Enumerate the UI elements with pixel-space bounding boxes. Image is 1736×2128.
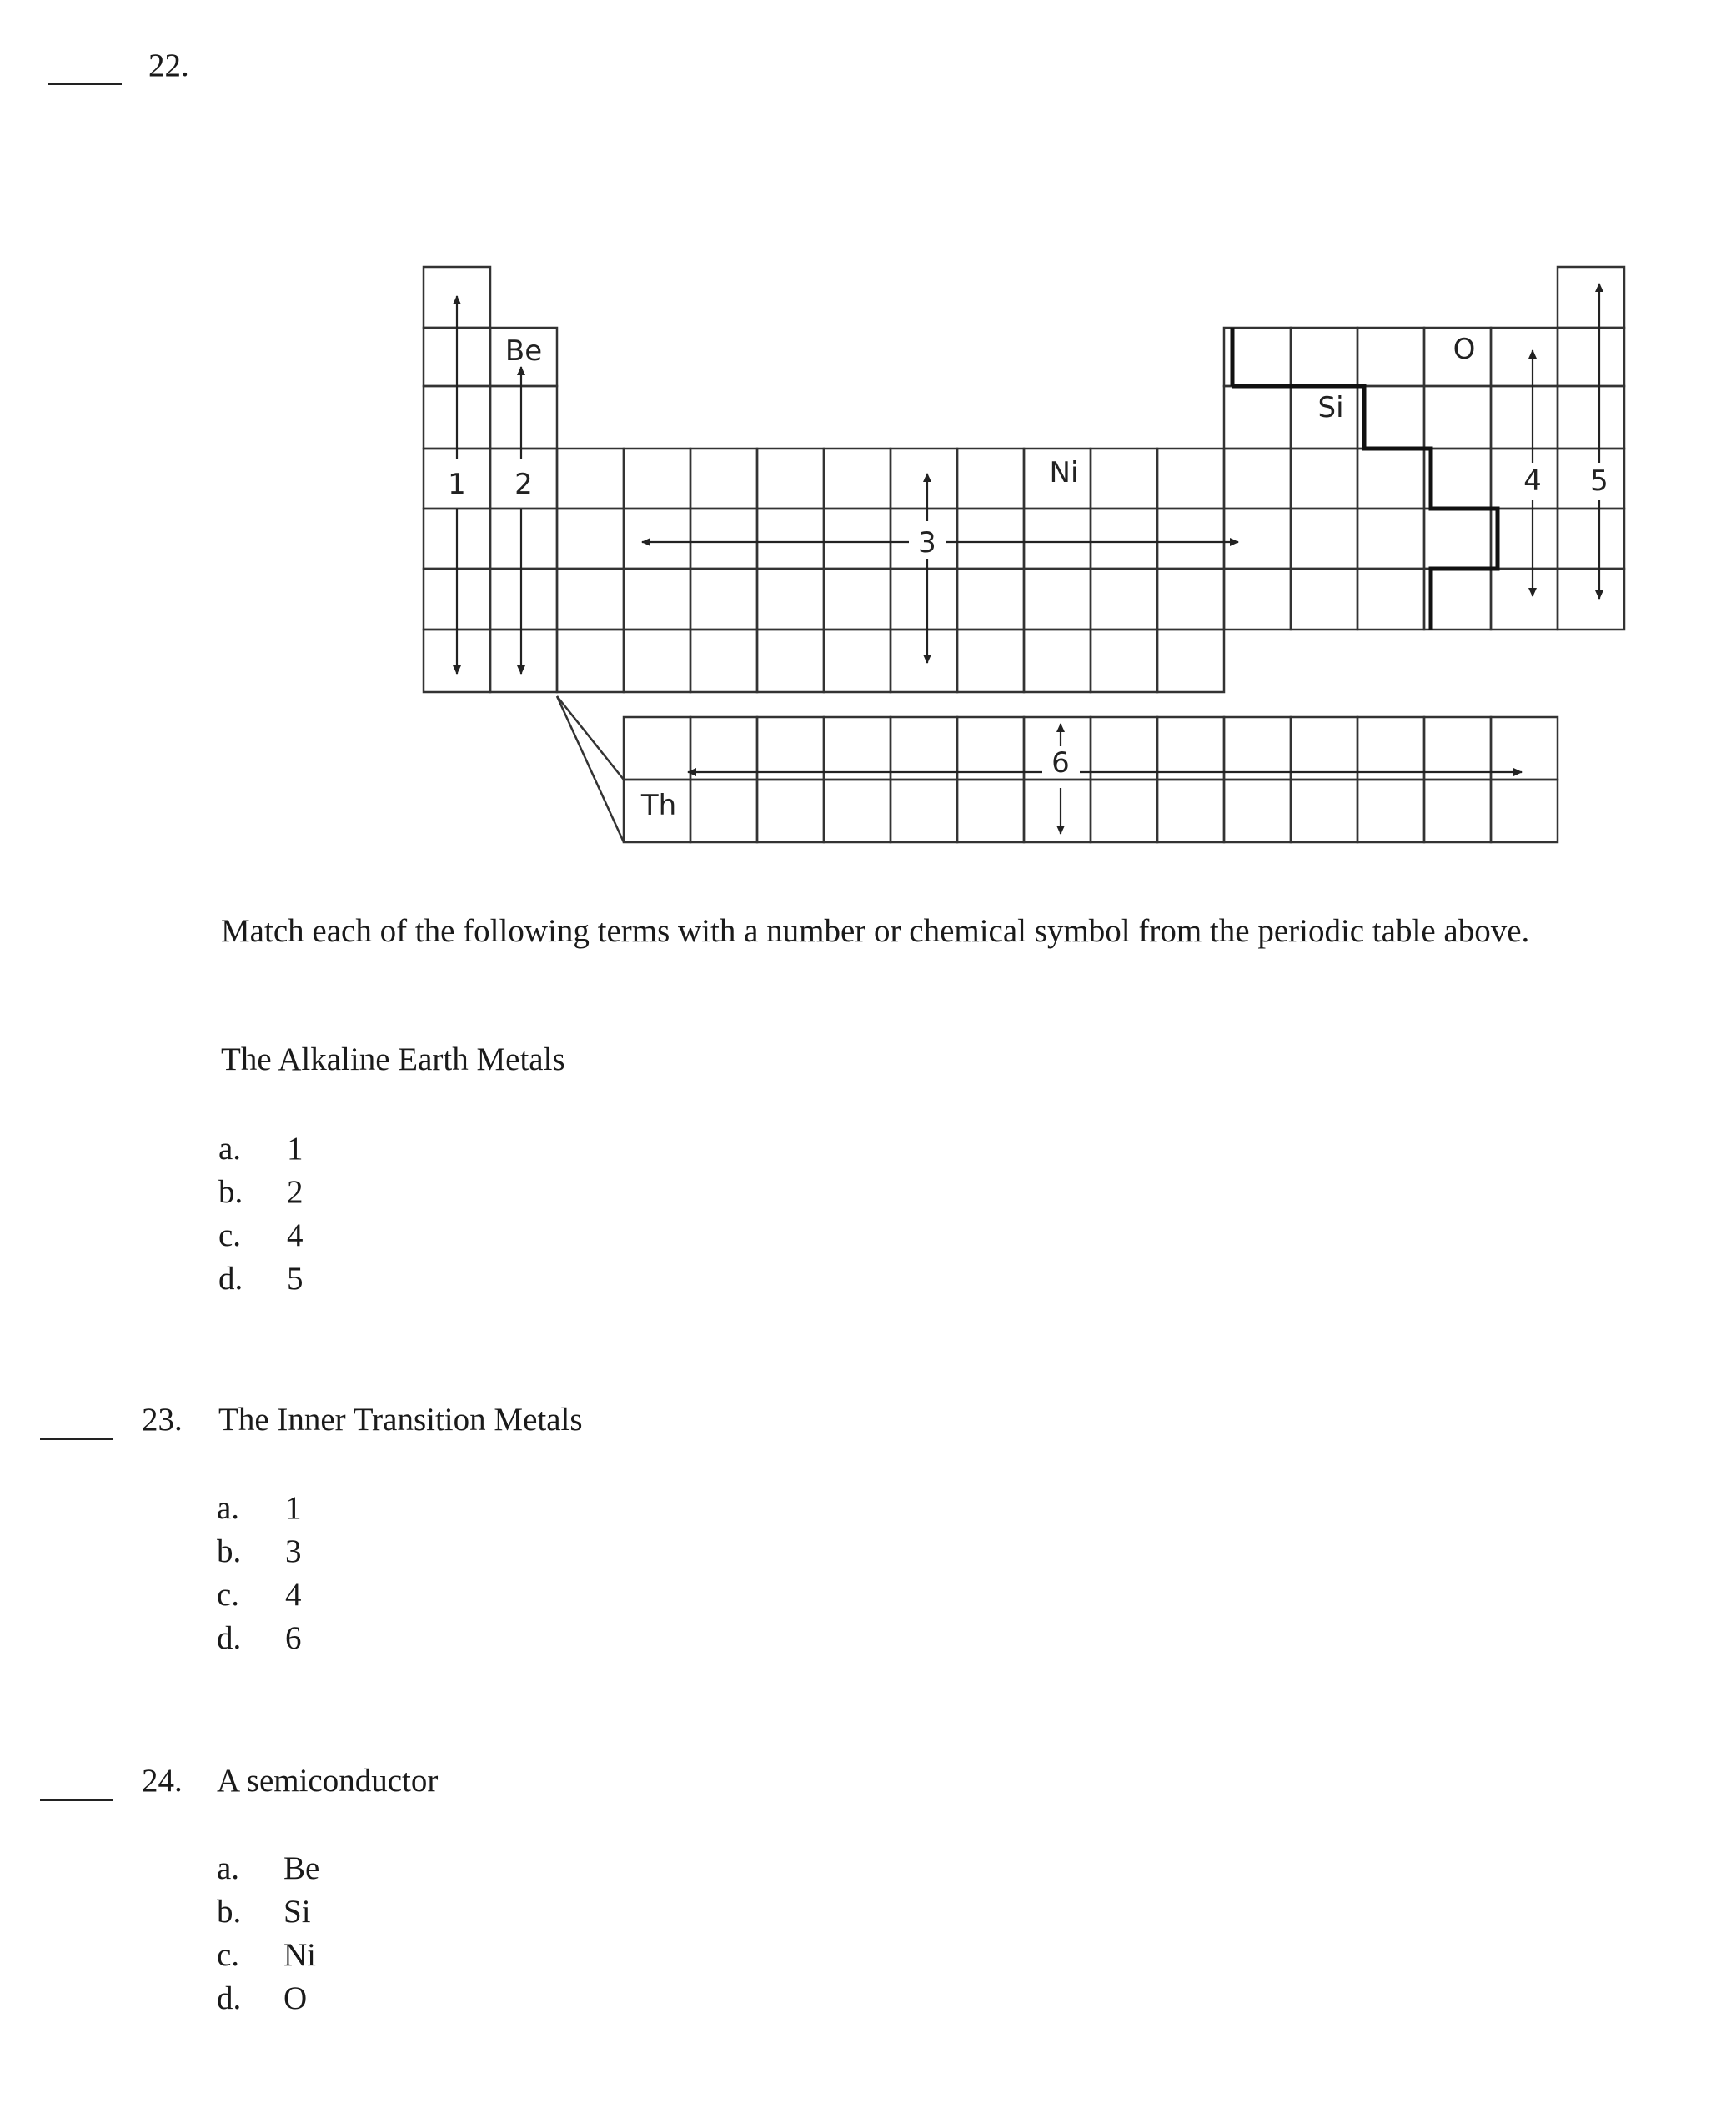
table-cell (557, 449, 624, 509)
table-cell (1357, 569, 1424, 630)
q24-choice-d[interactable]: d. O (217, 1980, 308, 2016)
table-cell (957, 509, 1024, 569)
table-cell (891, 569, 957, 630)
table-cell (1291, 449, 1357, 509)
region-label-3: 3 (918, 526, 936, 560)
table-cell (1091, 717, 1157, 780)
table-cell (1224, 449, 1291, 509)
table-cell (824, 780, 891, 842)
table-cell (891, 780, 957, 842)
table-cell (557, 569, 624, 630)
table-cell (1357, 449, 1424, 509)
question-number-24: 24. (142, 1763, 183, 1799)
table-cell (1091, 449, 1157, 509)
table-cell (1091, 780, 1157, 842)
table-cell (690, 509, 757, 569)
f-block-connector (557, 696, 624, 842)
table-cell (1291, 569, 1357, 630)
table-cell (624, 449, 690, 509)
element-si: Si (1317, 391, 1344, 424)
q23-choice-c[interactable]: c. 4 (217, 1577, 302, 1613)
table-cell (1424, 717, 1491, 780)
table-cell (1291, 509, 1357, 569)
table-cell (957, 449, 1024, 509)
table-cell (891, 449, 957, 509)
table-cell (757, 449, 824, 509)
table-cell (957, 717, 1024, 780)
table-cell (1157, 569, 1224, 630)
table-cell (824, 449, 891, 509)
table-cell (757, 780, 824, 842)
table-cell (690, 630, 757, 692)
periodic-table-diagram (0, 0, 1736, 884)
table-cell (490, 509, 557, 569)
table-cell (957, 780, 1024, 842)
table-cell (1491, 717, 1558, 780)
table-cell (557, 630, 624, 692)
element-be: Be (504, 334, 543, 368)
table-cell (1157, 509, 1224, 569)
table-cell (1491, 780, 1558, 842)
table-cell (1024, 780, 1091, 842)
table-cell (624, 717, 690, 780)
table-cell (1291, 328, 1357, 386)
table-cell (1424, 509, 1491, 569)
table-cell (824, 569, 891, 630)
table-cell (690, 717, 757, 780)
table-cell (757, 509, 824, 569)
region-label-1: 1 (448, 468, 466, 501)
table-cell (1424, 386, 1491, 449)
table-cell (1357, 509, 1424, 569)
table-cell (757, 717, 824, 780)
table-cell (490, 386, 557, 449)
q23-choice-a[interactable]: a. 1 (217, 1490, 302, 1526)
q24-choice-c[interactable]: c. Ni (217, 1937, 316, 1973)
table-cell (490, 569, 557, 630)
arrows (457, 284, 1599, 834)
table-cell (1224, 780, 1291, 842)
answer-blank-23[interactable] (40, 1438, 113, 1440)
table-cell (1157, 449, 1224, 509)
table-cell (757, 630, 824, 692)
table-cell (1157, 780, 1224, 842)
table-cell (1224, 569, 1291, 630)
table-cell (1224, 717, 1291, 780)
metalloid-staircase (1232, 328, 1498, 630)
q22-choice-b[interactable]: b. 2 (218, 1174, 304, 1210)
table-cell (690, 569, 757, 630)
table-cell (824, 717, 891, 780)
table-cell (490, 630, 557, 692)
table-cell (1357, 386, 1424, 449)
table-cell (1091, 509, 1157, 569)
table-cell (1224, 386, 1291, 449)
table-cell (1491, 386, 1558, 449)
table-cell (1357, 328, 1424, 386)
table-cell (824, 630, 891, 692)
region-label-6: 6 (1051, 746, 1070, 780)
element-ni: Ni (1049, 456, 1079, 489)
table-cell (1491, 569, 1558, 630)
table-cell (891, 717, 957, 780)
table-cell (1291, 717, 1357, 780)
q22-term: The Alkaline Earth Metals (221, 1041, 565, 1077)
element-th: Th (640, 789, 677, 822)
element-o: O (1453, 333, 1476, 366)
q24-choice-a[interactable]: a. Be (217, 1850, 320, 1886)
table-labels (448, 333, 1608, 822)
table-cell (1491, 328, 1558, 386)
question-number-22: 22. (148, 48, 189, 83)
q23-choice-d[interactable]: d. 6 (217, 1620, 302, 1656)
question-number-23: 23. (142, 1402, 183, 1438)
table-cell (624, 630, 690, 692)
q22-choice-d[interactable]: d. 5 (218, 1261, 304, 1297)
table-cell (957, 630, 1024, 692)
matching-instruction: Match each of the following terms with a number or chemical symbol from the periodic table above. (221, 913, 1530, 949)
region-label-2: 2 (514, 468, 533, 501)
table-cell (1357, 780, 1424, 842)
region-label-5: 5 (1590, 464, 1608, 498)
table-cell (1558, 509, 1624, 569)
table-cell (1424, 569, 1491, 630)
q23-term: The Inner Transition Metals (218, 1402, 583, 1438)
table-cell (1558, 267, 1624, 328)
table-cell (1424, 780, 1491, 842)
table-cell (1157, 717, 1224, 780)
table-cell (1024, 630, 1091, 692)
table-cell (1558, 569, 1624, 630)
table-cell (1558, 328, 1624, 386)
table-cell (1558, 386, 1624, 449)
table-cell (557, 509, 624, 569)
table-cell (1357, 717, 1424, 780)
table-cell (624, 509, 690, 569)
q22-choice-a[interactable]: a. 1 (218, 1131, 304, 1167)
table-cell (757, 569, 824, 630)
table-cell (1291, 780, 1357, 842)
table-cell (1024, 509, 1091, 569)
table-cell (891, 630, 957, 692)
table-cell (1091, 630, 1157, 692)
table-cell (1491, 509, 1558, 569)
table-cell (690, 449, 757, 509)
q22-choice-c[interactable]: c. 4 (218, 1217, 304, 1253)
q23-choice-b[interactable]: b. 3 (217, 1533, 302, 1569)
table-cell (624, 569, 690, 630)
table-cell (1224, 509, 1291, 569)
table-cell (1091, 569, 1157, 630)
table-cell (824, 509, 891, 569)
q24-choice-b[interactable]: b. Si (217, 1894, 311, 1930)
table-cell (1024, 569, 1091, 630)
table-cell (1424, 449, 1491, 509)
table-cell (957, 569, 1024, 630)
table-cell (690, 780, 757, 842)
answer-blank-24[interactable] (40, 1799, 113, 1801)
q24-term: A semiconductor (217, 1763, 439, 1799)
region-label-4: 4 (1523, 464, 1542, 498)
table-cell (1157, 630, 1224, 692)
